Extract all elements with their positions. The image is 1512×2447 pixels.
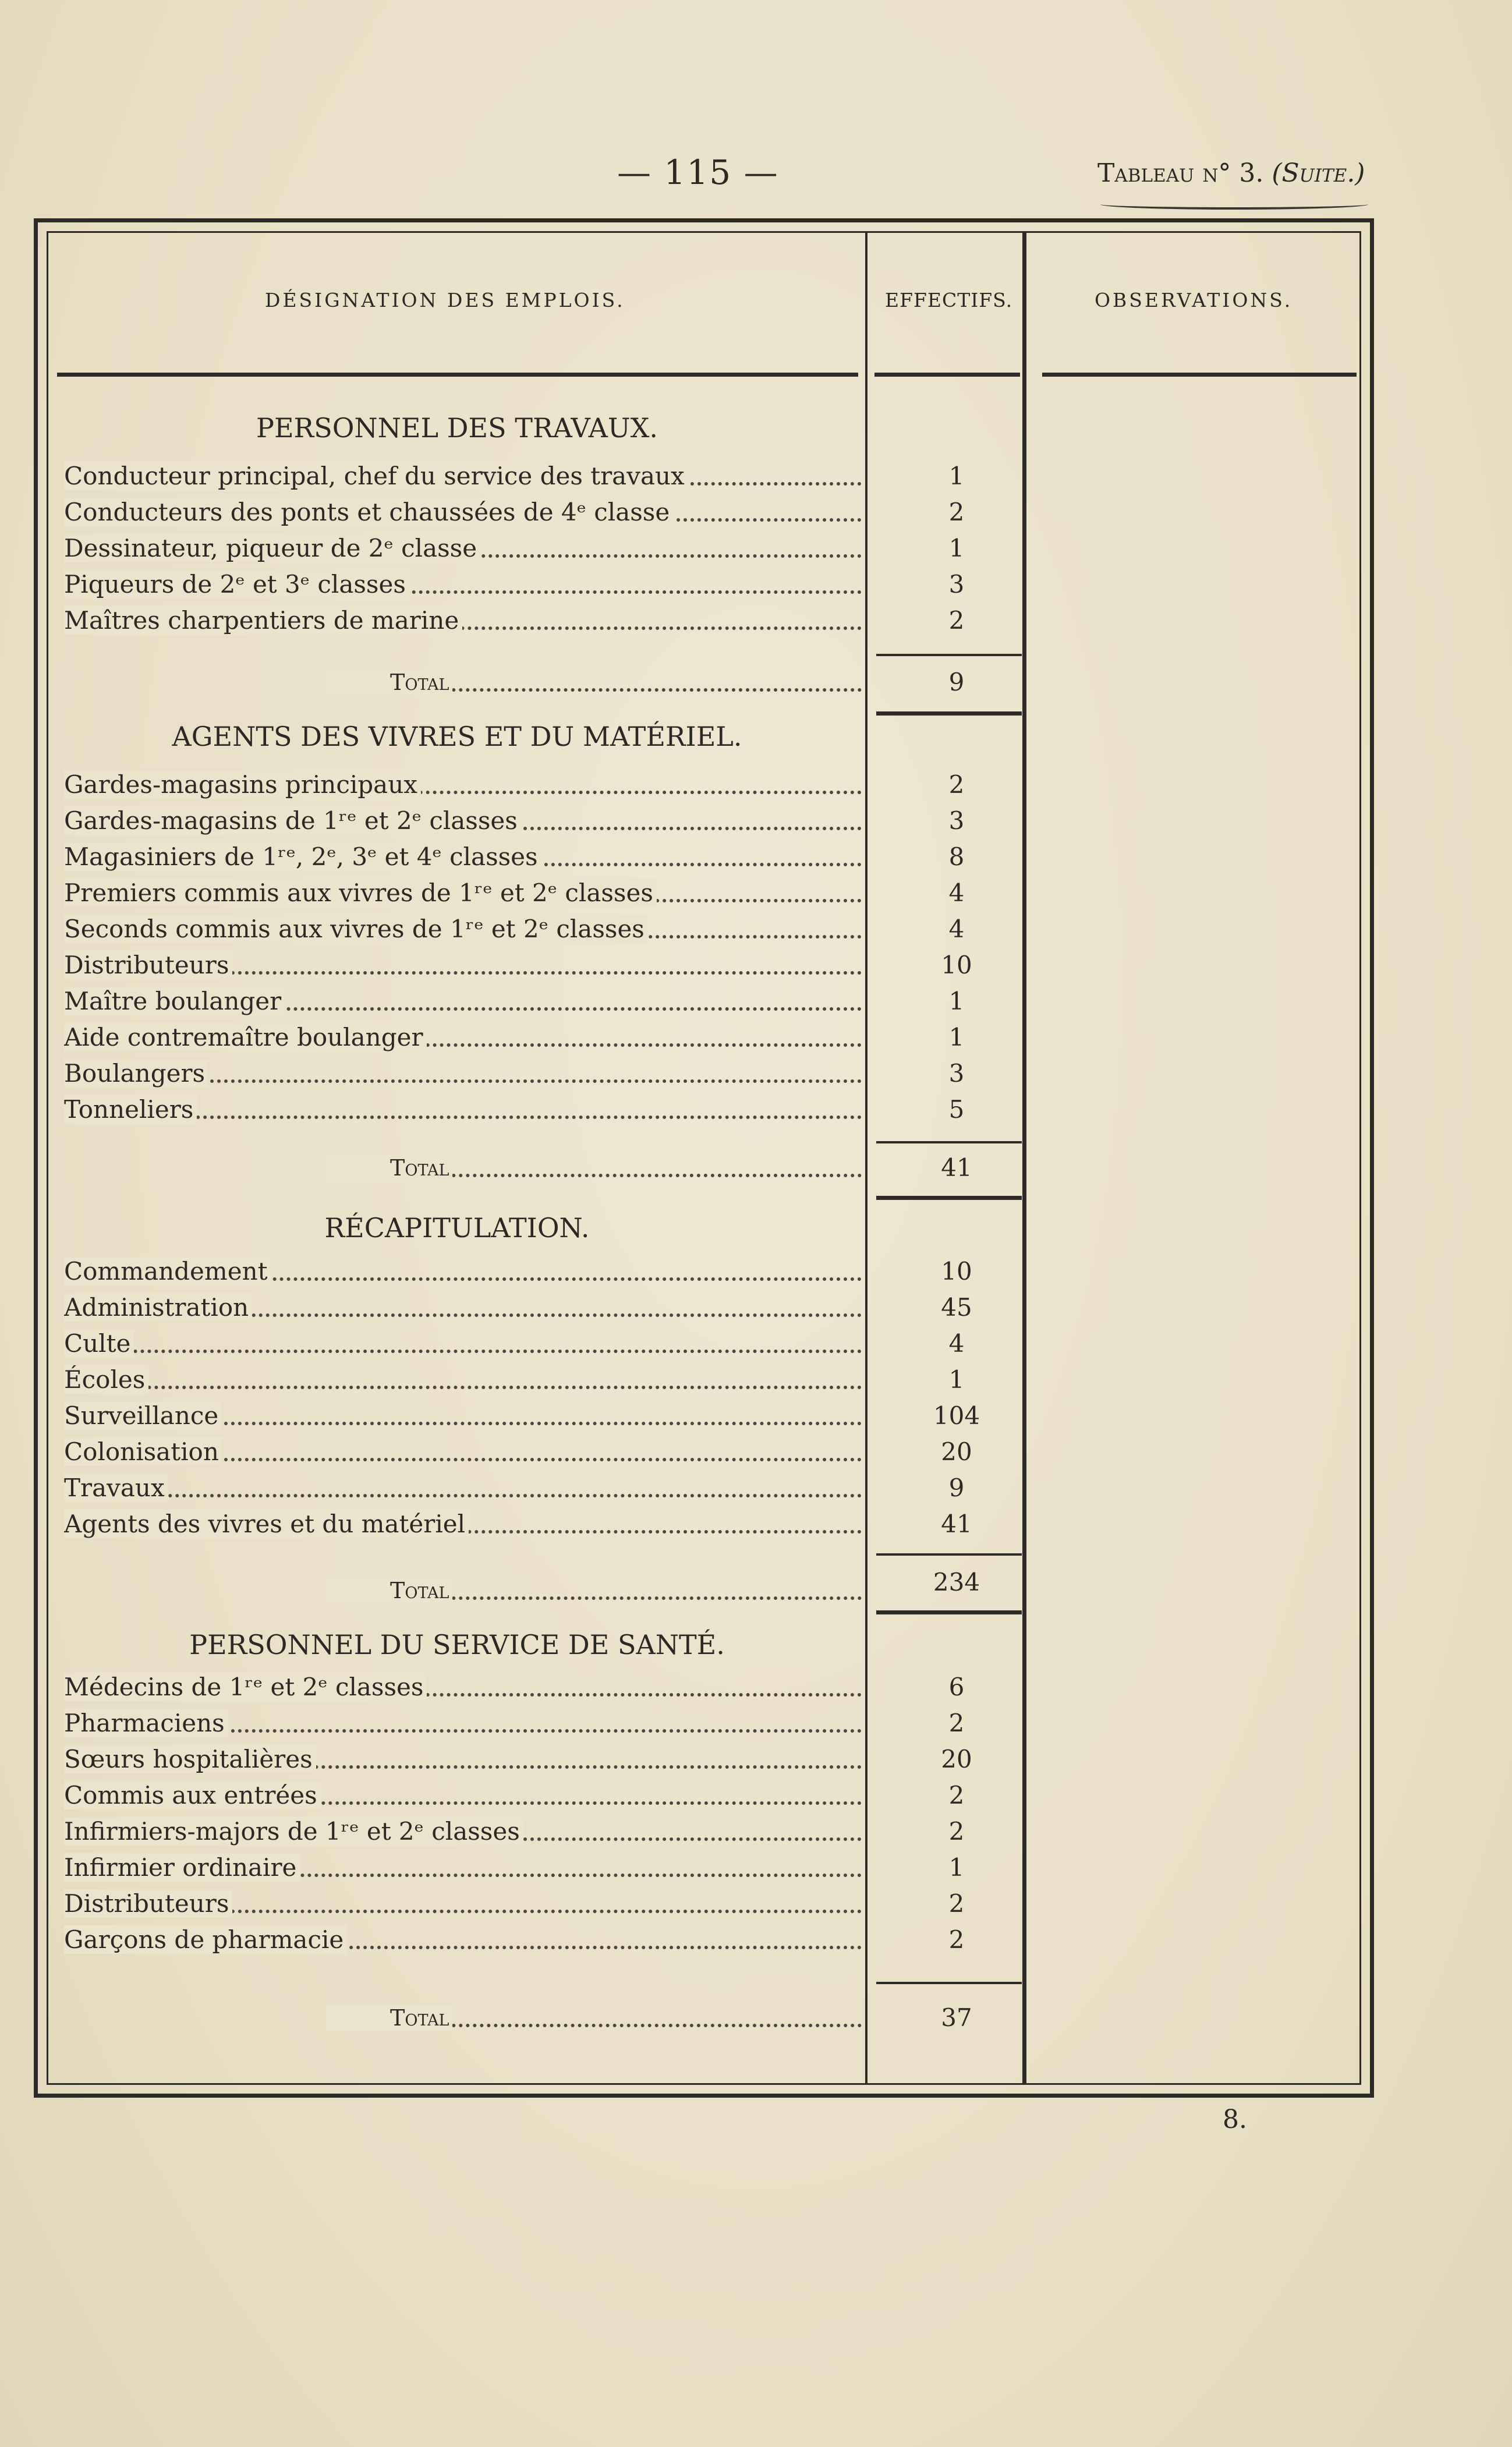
row-recap-2: Culte	[64, 1326, 862, 1361]
value-travaux-2: 1	[948, 534, 965, 562]
total-row-travaux: Total	[326, 665, 862, 700]
total-value-travaux: 9	[948, 668, 965, 696]
sum-line-sante	[876, 1982, 1022, 1984]
value-recap-2: 4	[948, 1329, 965, 1358]
sum-line-vivres	[876, 1141, 1022, 1143]
value-sante-7: 2	[948, 1925, 965, 1954]
value-vivres-7: 1	[948, 1023, 965, 1051]
total-row-vivres: Total	[326, 1150, 862, 1185]
section-title-travaux: PERSONNEL DES TRAVAUX.	[256, 412, 658, 444]
row-travaux-4: Maîtres charpentiers de marine	[64, 603, 862, 638]
table-reference	[1097, 158, 1365, 188]
value-vivres-6: 1	[948, 987, 965, 1015]
row-sante-1: Pharmaciens	[64, 1706, 862, 1741]
value-vivres-5: 10	[941, 951, 972, 979]
sum-line-recap	[876, 1553, 1022, 1556]
value-travaux-3: 3	[948, 570, 965, 599]
header-rule-observations	[1042, 373, 1357, 377]
column-header-designation: DÉSIGNATION DES EMPLOIS.	[265, 289, 625, 311]
value-sante-5: 1	[948, 1853, 965, 1882]
value-sante-2: 20	[941, 1745, 972, 1773]
section-title-sante: PERSONNEL DU SERVICE DE SANTÉ.	[189, 1629, 725, 1660]
sum-line-travaux	[876, 654, 1022, 656]
value-vivres-9: 5	[948, 1095, 965, 1124]
column-header-effectifs: EFFECTIFS.	[885, 289, 1013, 311]
row-sante-7: Garçons de pharmacie	[64, 1922, 862, 1957]
row-recap-4: Surveillance	[64, 1398, 862, 1433]
total-value-recap: 234	[933, 1568, 980, 1596]
row-sante-6: Distributeurs	[64, 1886, 862, 1921]
row-travaux-3: Piqueurs de 2ᵉ et 3ᵉ classes	[64, 567, 862, 602]
value-recap-4: 104	[933, 1401, 980, 1430]
value-travaux-4: 2	[948, 606, 965, 635]
value-sante-6: 2	[948, 1889, 965, 1918]
value-sante-4: 2	[948, 1817, 965, 1846]
row-recap-7: Agents des vivres et du matériel	[64, 1507, 862, 1542]
row-vivres-9: Tonneliers	[64, 1092, 862, 1127]
page-number: — 115 —	[617, 153, 779, 192]
value-recap-3: 1	[948, 1365, 965, 1394]
row-sante-3: Commis aux entrées	[64, 1778, 862, 1813]
value-sante-0: 6	[948, 1673, 965, 1701]
value-vivres-3: 4	[948, 879, 965, 907]
row-vivres-1: Gardes-magasins de 1ʳᵉ et 2ᵉ classes	[64, 803, 862, 838]
total-value-sante: 37	[941, 2003, 972, 2032]
value-sante-3: 2	[948, 1781, 965, 1809]
total-rule-vivres	[876, 1196, 1022, 1200]
total-row-recap: Total	[326, 1573, 862, 1608]
value-recap-7: 41	[941, 1510, 972, 1538]
column-header-observations: OBSERVATIONS.	[1095, 289, 1293, 311]
row-travaux-2: Dessinateur, piqueur de 2ᵉ classe	[64, 531, 862, 566]
row-vivres-0: Gardes-magasins principaux	[64, 767, 862, 802]
row-recap-1: Administration	[64, 1290, 862, 1325]
value-vivres-8: 3	[948, 1059, 965, 1088]
row-recap-6: Travaux	[64, 1471, 862, 1506]
total-row-sante: Total	[326, 2000, 862, 2035]
value-vivres-0: 2	[948, 770, 965, 799]
row-travaux-0: Conducteur principal, chef du service des travaux	[64, 459, 862, 494]
row-vivres-2: Magasiniers de 1ʳᵉ, 2ᵉ, 3ᵉ et 4ᵉ classes	[64, 840, 862, 874]
signature-mark: 8.	[1223, 2105, 1247, 2134]
row-recap-5: Colonisation	[64, 1435, 862, 1469]
table-reference-label: Tableau n° 3.	[1097, 158, 1264, 188]
total-rule-recap	[876, 1610, 1022, 1614]
row-vivres-5: Distributeurs	[64, 948, 862, 983]
value-travaux-0: 1	[948, 462, 965, 490]
row-recap-0: Commandement	[64, 1254, 862, 1289]
row-vivres-8: Boulangers	[64, 1056, 862, 1091]
header-rule-designation	[57, 373, 858, 377]
table-reference-suite: (Suite.)	[1272, 158, 1365, 188]
row-sante-2: Sœurs hospitalières	[64, 1742, 862, 1777]
row-recap-3: Écoles	[64, 1362, 862, 1397]
section-title-vivres: AGENTS DES VIVRES ET DU MATÉRIEL.	[172, 721, 742, 752]
value-sante-1: 2	[948, 1709, 965, 1737]
value-vivres-1: 3	[948, 806, 965, 835]
column-divider-1	[865, 231, 867, 2085]
row-vivres-6: Maître boulanger	[64, 984, 862, 1019]
row-vivres-4: Seconds commis aux vivres de 1ʳᵉ et 2ᵉ classes	[64, 912, 862, 947]
row-vivres-7: Aide contremaître boulanger	[64, 1020, 862, 1055]
total-rule-travaux	[876, 711, 1022, 716]
value-recap-0: 10	[941, 1257, 972, 1286]
row-sante-5: Infirmier ordinaire	[64, 1850, 862, 1885]
value-recap-6: 9	[948, 1474, 965, 1502]
table-reference-underline	[1100, 199, 1368, 210]
value-vivres-2: 8	[948, 842, 965, 871]
section-title-recap: RÉCAPITULATION.	[324, 1212, 590, 1244]
row-sante-4: Infirmiers-majors de 1ʳᵉ et 2ᵉ classes	[64, 1814, 862, 1849]
header-rule-effectifs	[874, 373, 1020, 377]
value-recap-1: 45	[941, 1293, 972, 1322]
row-sante-0: Médecins de 1ʳᵉ et 2ᵉ classes	[64, 1670, 862, 1705]
value-travaux-1: 2	[948, 498, 965, 526]
row-vivres-3: Premiers commis aux vivres de 1ʳᵉ et 2ᵉ classes	[64, 876, 862, 911]
value-vivres-4: 4	[948, 915, 965, 943]
total-value-vivres: 41	[941, 1153, 972, 1182]
value-recap-5: 20	[941, 1437, 972, 1466]
row-travaux-1: Conducteurs des ponts et chaussées de 4ᵉ classe	[64, 495, 862, 530]
